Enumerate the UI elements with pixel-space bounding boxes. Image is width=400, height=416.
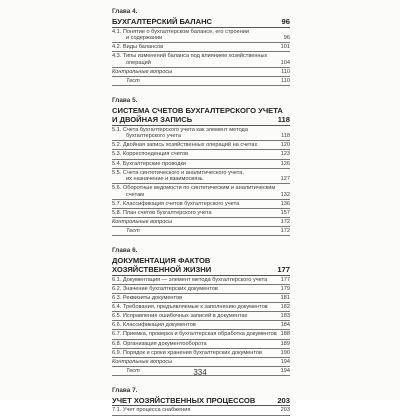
toc-entry (112, 35, 290, 43)
entry-page-number: 182 (280, 304, 290, 311)
entry-title: счетам (126, 191, 145, 198)
entry-page-number: 188 (280, 331, 290, 338)
chapter-title: ДОКУМЕНТАЦИЯ ФАКТОВ ХОЗЯЙСТВЕННОЙ ЖИЗНИ (112, 256, 212, 275)
entry-page-number: 203 (277, 395, 290, 405)
entry-title: 5.5. Счета синтетического и аналитического учета, (112, 169, 244, 176)
toc-entry (112, 161, 290, 169)
entry-title: 6.8. Организация документооборота (112, 340, 207, 347)
toc-entry (112, 228, 290, 236)
toc-entry (112, 170, 290, 177)
entry-title: 5.6. Оборотные ведомости по синтетическим и аналитическим (112, 185, 276, 192)
chapter-label: Глава 5. (112, 97, 138, 105)
toc-entry (112, 78, 290, 86)
entry-title: 5.2. Двойная запись хозяйственных операций на счетах (112, 142, 258, 149)
entry-page-number: 190 (280, 349, 290, 356)
entry-title: 7.1. Учет процесса снабжения (112, 407, 191, 414)
toc-entry (112, 359, 290, 367)
toc-entry (112, 185, 290, 192)
chapter-block (112, 8, 290, 86)
chapter-label: Глава 4. (112, 8, 138, 15)
entry-page-number: 132 (280, 191, 290, 198)
entry-page-number: 194 (280, 358, 290, 365)
entry-title: Контрольные вопросы (112, 68, 173, 75)
toc-entry (112, 106, 290, 115)
toc-entry (112, 53, 290, 60)
entry-page-number: 172 (280, 219, 290, 226)
toc-entry (112, 176, 290, 184)
entry-page-number: 127 (280, 176, 290, 183)
entry-title: их назначение и взаимосвязь (126, 176, 203, 183)
chapter-title: УЧЕТ ХОЗЯЙСТВЕННЫХ ПРОЦЕССОВ (112, 395, 256, 405)
entry-page-number: 123 (280, 151, 290, 158)
entry-title: 6.2. Значение бухгалтерских документов (112, 285, 218, 292)
entry-title: Контрольные вопросы (112, 219, 173, 226)
entry-title: и содержании (126, 35, 163, 42)
entry-page-number: 110 (281, 78, 290, 85)
toc-entry (112, 151, 290, 159)
toc-entry (112, 142, 290, 150)
chapter-title: И ДВОЙНАЯ ЗАПИСЬ (112, 115, 193, 125)
entry-page-number: 96 (281, 17, 290, 26)
toc-entry (112, 210, 290, 218)
entry-title: Тест (126, 78, 140, 85)
entry-title: 4.2. Виды балансов (112, 44, 164, 51)
entry-page-number: 177 (280, 276, 290, 283)
entry-title: бухгалтерского учета (126, 133, 181, 140)
toc-entry (112, 322, 290, 330)
entry-title: 6.5. Исправление ошибочных записей в документах (112, 313, 248, 320)
entry-title: операций (126, 59, 151, 66)
entry-title: Контрольные вопросы (112, 358, 173, 365)
toc-entry (112, 277, 290, 285)
entry-title: 6.7. Приемка, проверка и бухгалтерская обработка документов (112, 331, 277, 338)
entry-title: 5.4. Бухгалтерские проводки (112, 160, 187, 167)
table-of-contents (112, 8, 290, 416)
entry-title: Тест (126, 228, 140, 235)
toc-entry (112, 304, 290, 312)
entry-title: 5.8. План счетов бухгалтерского учета (112, 210, 212, 217)
entry-title: 6.6. Классификация документов (112, 322, 196, 329)
entry-page-number: 118 (277, 115, 290, 125)
toc-entry (112, 331, 290, 339)
toc-entry (112, 192, 290, 200)
page-number: 334 (193, 368, 207, 377)
chapter-label: Глава 7. (112, 386, 138, 394)
chapter-title: БУХГАЛТЕРСКИЙ БАЛАНС (112, 17, 213, 26)
toc-entry (112, 256, 290, 276)
entry-page-number: 157 (280, 210, 290, 217)
toc-entry (112, 350, 290, 358)
toc-entry (112, 341, 290, 349)
chapter-block (112, 97, 290, 236)
entry-page-number: 181 (280, 295, 290, 302)
entry-page-number: 184 (280, 322, 290, 329)
entry-page-number: 118 (281, 133, 290, 140)
toc-entry (112, 127, 290, 134)
entry-page-number: 110 (281, 68, 290, 75)
entry-page-number: 136 (280, 201, 290, 207)
toc-entry (112, 69, 290, 77)
entry-title: Тест (126, 367, 140, 374)
toc-entry (112, 115, 290, 126)
chapter-title: СИСТЕМА СЧЕТОВ БУХГАЛТЕРСКОГО УЧЕТА (112, 106, 283, 116)
entry-title: 4.1. Понятие о бухгалтерском балансе, его строении (112, 28, 250, 35)
entry-page-number: 101 (280, 44, 290, 51)
chapter-label: Глава 6. (112, 247, 138, 255)
entry-page-number: 172 (280, 228, 290, 235)
entry-title: 5.3. Корреспонденция счетов (112, 151, 189, 158)
toc-entry (112, 17, 290, 28)
toc-entry (112, 44, 290, 52)
toc-entry (112, 201, 290, 209)
entry-page-number: 183 (280, 313, 290, 320)
toc-entry (112, 313, 290, 321)
entry-page-number: 104 (280, 59, 290, 66)
entry-page-number: 189 (280, 340, 290, 347)
entry-page-number: 120 (280, 142, 290, 149)
entry-page-number: 194 (280, 367, 290, 374)
toc-entry (112, 219, 290, 227)
entry-title: 6.3. Реквизиты документов (112, 295, 183, 302)
entry-page-number: 126 (280, 160, 290, 167)
entry-title: 5.1. Счета бухгалтерского учета как элемент метода (112, 126, 248, 133)
entry-title: 6.1. Документация — элемент метода бухгалтерского учета (112, 276, 268, 283)
toc-entry (112, 286, 290, 294)
toc-entry (112, 396, 290, 407)
toc-entry (112, 29, 290, 36)
entry-page-number: 179 (280, 285, 290, 292)
entry-title: 5.7. Классификация счетов бухгалтерского учета (112, 201, 240, 207)
chapter-block (112, 247, 290, 376)
toc-entry (112, 407, 290, 415)
entry-page-number: 203 (280, 407, 290, 414)
toc-entry (112, 60, 290, 68)
toc-entry (112, 133, 290, 141)
toc-entry (112, 295, 290, 303)
entry-title: 6.9. Порядок и сроки хранения бухгалтерских документов (112, 349, 262, 356)
chapter-block (112, 387, 290, 416)
entry-page-number: 96 (283, 35, 290, 42)
entry-title: 4.3. Типы изменений баланса под влиянием хозяйственных (112, 53, 268, 60)
entry-title: 6.4. Требования, предъявляемые к заполнению документов (112, 304, 268, 311)
entry-page-number: 177 (277, 265, 290, 275)
